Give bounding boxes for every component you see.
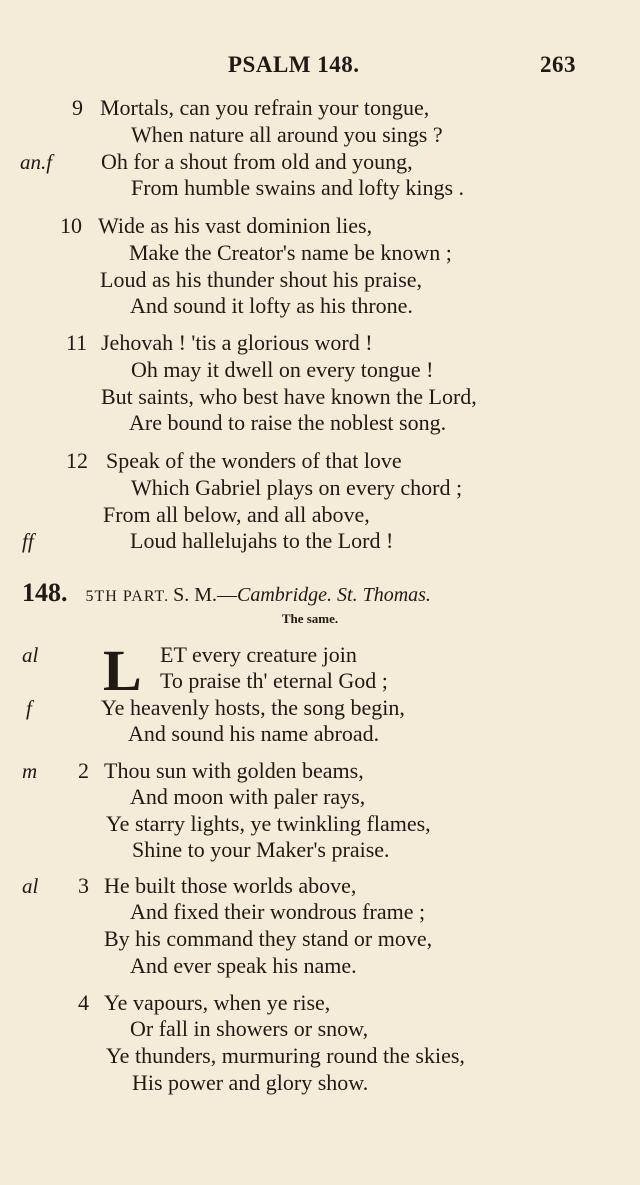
part-label: 5TH PART. xyxy=(85,588,170,605)
verse-line: Loud as his thunder shout his praise, xyxy=(100,267,423,292)
verse-line: When nature all around you sings ? xyxy=(131,122,443,147)
verse-line: Ye heavenly hosts, the song begin, xyxy=(101,695,405,720)
verse-line: And fixed their wondrous frame ; xyxy=(130,899,426,924)
hymn-subtitle: The same. xyxy=(281,611,339,626)
verse-line: Oh may it dwell on every tongue ! xyxy=(131,357,434,382)
stanza-number: 3 xyxy=(78,873,89,898)
stanza-number: 10 xyxy=(60,213,82,238)
stanza-number: 4 xyxy=(78,990,89,1015)
page-header xyxy=(0,52,640,84)
verse-line: Thou sun with golden beams, xyxy=(104,758,364,783)
psalm-number: 148. xyxy=(22,578,68,607)
verse-line: Make the Creator's name be known ; xyxy=(129,240,452,265)
meter-label: S. M.— xyxy=(173,584,238,606)
dynamic-mark: ff xyxy=(22,529,34,553)
verse-line: Speak of the wonders of that love xyxy=(106,448,402,473)
verse-line: Ye thunders, murmuring round the skies, xyxy=(106,1043,465,1068)
dynamic-mark: f xyxy=(26,696,32,720)
verse-line: ET every creature join xyxy=(160,642,357,667)
verse-line: And ever speak his name. xyxy=(130,953,357,978)
verse-line: His power and glory show. xyxy=(132,1070,369,1095)
verse-line: Ye starry lights, ye twinkling flames, xyxy=(106,811,431,836)
verse-line: And sound it lofty as his throne. xyxy=(130,293,413,318)
dynamic-mark: al xyxy=(22,874,39,898)
stanza-number: 12 xyxy=(66,448,88,473)
stanza-number: 11 xyxy=(66,330,88,355)
verse-line: And moon with paler rays, xyxy=(130,784,366,809)
stanza-number: 9 xyxy=(72,95,83,120)
verse-line: But saints, who best have known the Lord, xyxy=(101,384,477,409)
verse-line: From all below, and all above, xyxy=(103,502,370,527)
tune-names: Cambridge. St. Thomas. xyxy=(237,584,431,606)
verse-line: Or fall in showers or snow, xyxy=(130,1016,369,1041)
page-number: 263 xyxy=(540,52,576,77)
verse-line: Jehovah ! 'tis a glorious word ! xyxy=(101,330,373,355)
verse-line: Shine to your Maker's praise. xyxy=(132,837,390,862)
verse-line: Oh for a shout from old and young, xyxy=(101,149,413,174)
verse-line: To praise th' eternal God ; xyxy=(160,668,388,693)
verse-line: Wide as his vast dominion lies, xyxy=(98,213,373,238)
verse-line: From humble swains and lofty kings . xyxy=(131,175,465,200)
verse-line: And sound his name abroad. xyxy=(128,721,380,746)
drop-cap: L xyxy=(103,638,142,703)
dynamic-mark: an.f xyxy=(20,150,53,174)
verse-line: He built those worlds above, xyxy=(104,873,357,898)
verse-line: Are bound to raise the noblest song. xyxy=(129,410,447,435)
verse-line: Which Gabriel plays on every chord ; xyxy=(131,475,463,500)
verse-line: By his command they stand or move, xyxy=(104,926,433,951)
page-title: PSALM 148. xyxy=(228,52,360,77)
verse-line: Mortals, can you refrain your tongue, xyxy=(100,95,430,120)
hymn-heading xyxy=(22,578,622,608)
dynamic-mark: al xyxy=(22,643,39,667)
stanza-number: 2 xyxy=(78,758,89,783)
verse-line: Loud hallelujahs to the Lord ! xyxy=(130,528,394,553)
dynamic-mark: m xyxy=(22,759,38,783)
verse-line: Ye vapours, when ye rise, xyxy=(104,990,331,1015)
